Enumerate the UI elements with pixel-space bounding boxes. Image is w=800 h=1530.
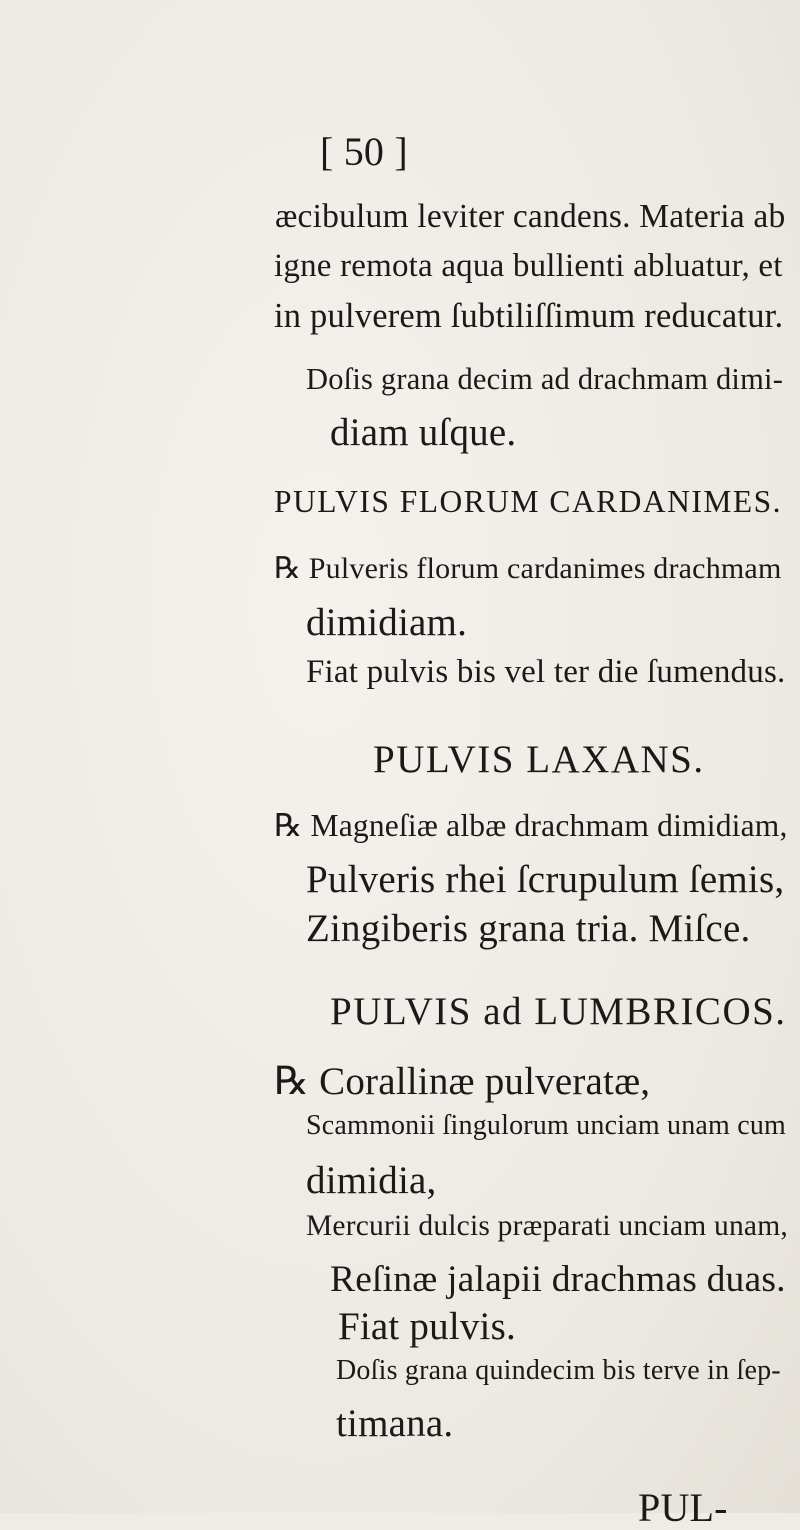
- section-title-lumbricos: PULVIS ad LUMBRICOS.: [330, 990, 787, 1033]
- section-title-cardanimes: PULVIS FLORUM CARDANIMES.: [274, 484, 783, 519]
- text-line: Fiat pulvis bis vel ter die ſumendus.: [306, 654, 786, 690]
- text-line: dimidia,: [306, 1159, 437, 1202]
- text-line: timana.: [336, 1402, 454, 1445]
- text-line: æcibulum leviter candens. Materia ab: [275, 198, 786, 235]
- text-line: Doſis grana decim ad drachmam dimi-: [306, 362, 784, 396]
- text-line: ℞ Corallinæ pulveratæ,: [274, 1060, 651, 1103]
- text-line: Zingiberis grana tria. Miſce.: [306, 907, 751, 950]
- page-number-header: [ 50 ]: [320, 129, 408, 174]
- text-line: diam uſque.: [330, 411, 517, 454]
- text-line: ℞ Pulveris florum cardanimes drachmam: [274, 552, 782, 585]
- text-line: ℞ Magneſiæ albæ drachmam dimidiam,: [274, 808, 788, 843]
- text-line: igne remota aqua bullienti abluatur, et: [274, 248, 783, 284]
- text-line: Scammonii ſingulorum unciam unam cum: [306, 1110, 787, 1141]
- catchword: PUL-: [638, 1485, 728, 1530]
- text-line: Reſinæ jalapii drachmas duas.: [330, 1259, 786, 1300]
- text-line: Mercurii dulcis præparati unciam unam,: [306, 1210, 788, 1242]
- text-line: Doſis grana quindecim bis terve in ſep-: [336, 1355, 781, 1386]
- text-line: dimidiam.: [306, 601, 468, 644]
- section-title-laxans: PULVIS LAXANS.: [373, 738, 705, 781]
- text-line: Pulveris rhei ſcrupulum ſemis,: [306, 858, 785, 901]
- text-line: in pulverem ſubtiliſſimum reducatur.: [274, 297, 784, 335]
- text-line: Fiat pulvis.: [338, 1305, 516, 1348]
